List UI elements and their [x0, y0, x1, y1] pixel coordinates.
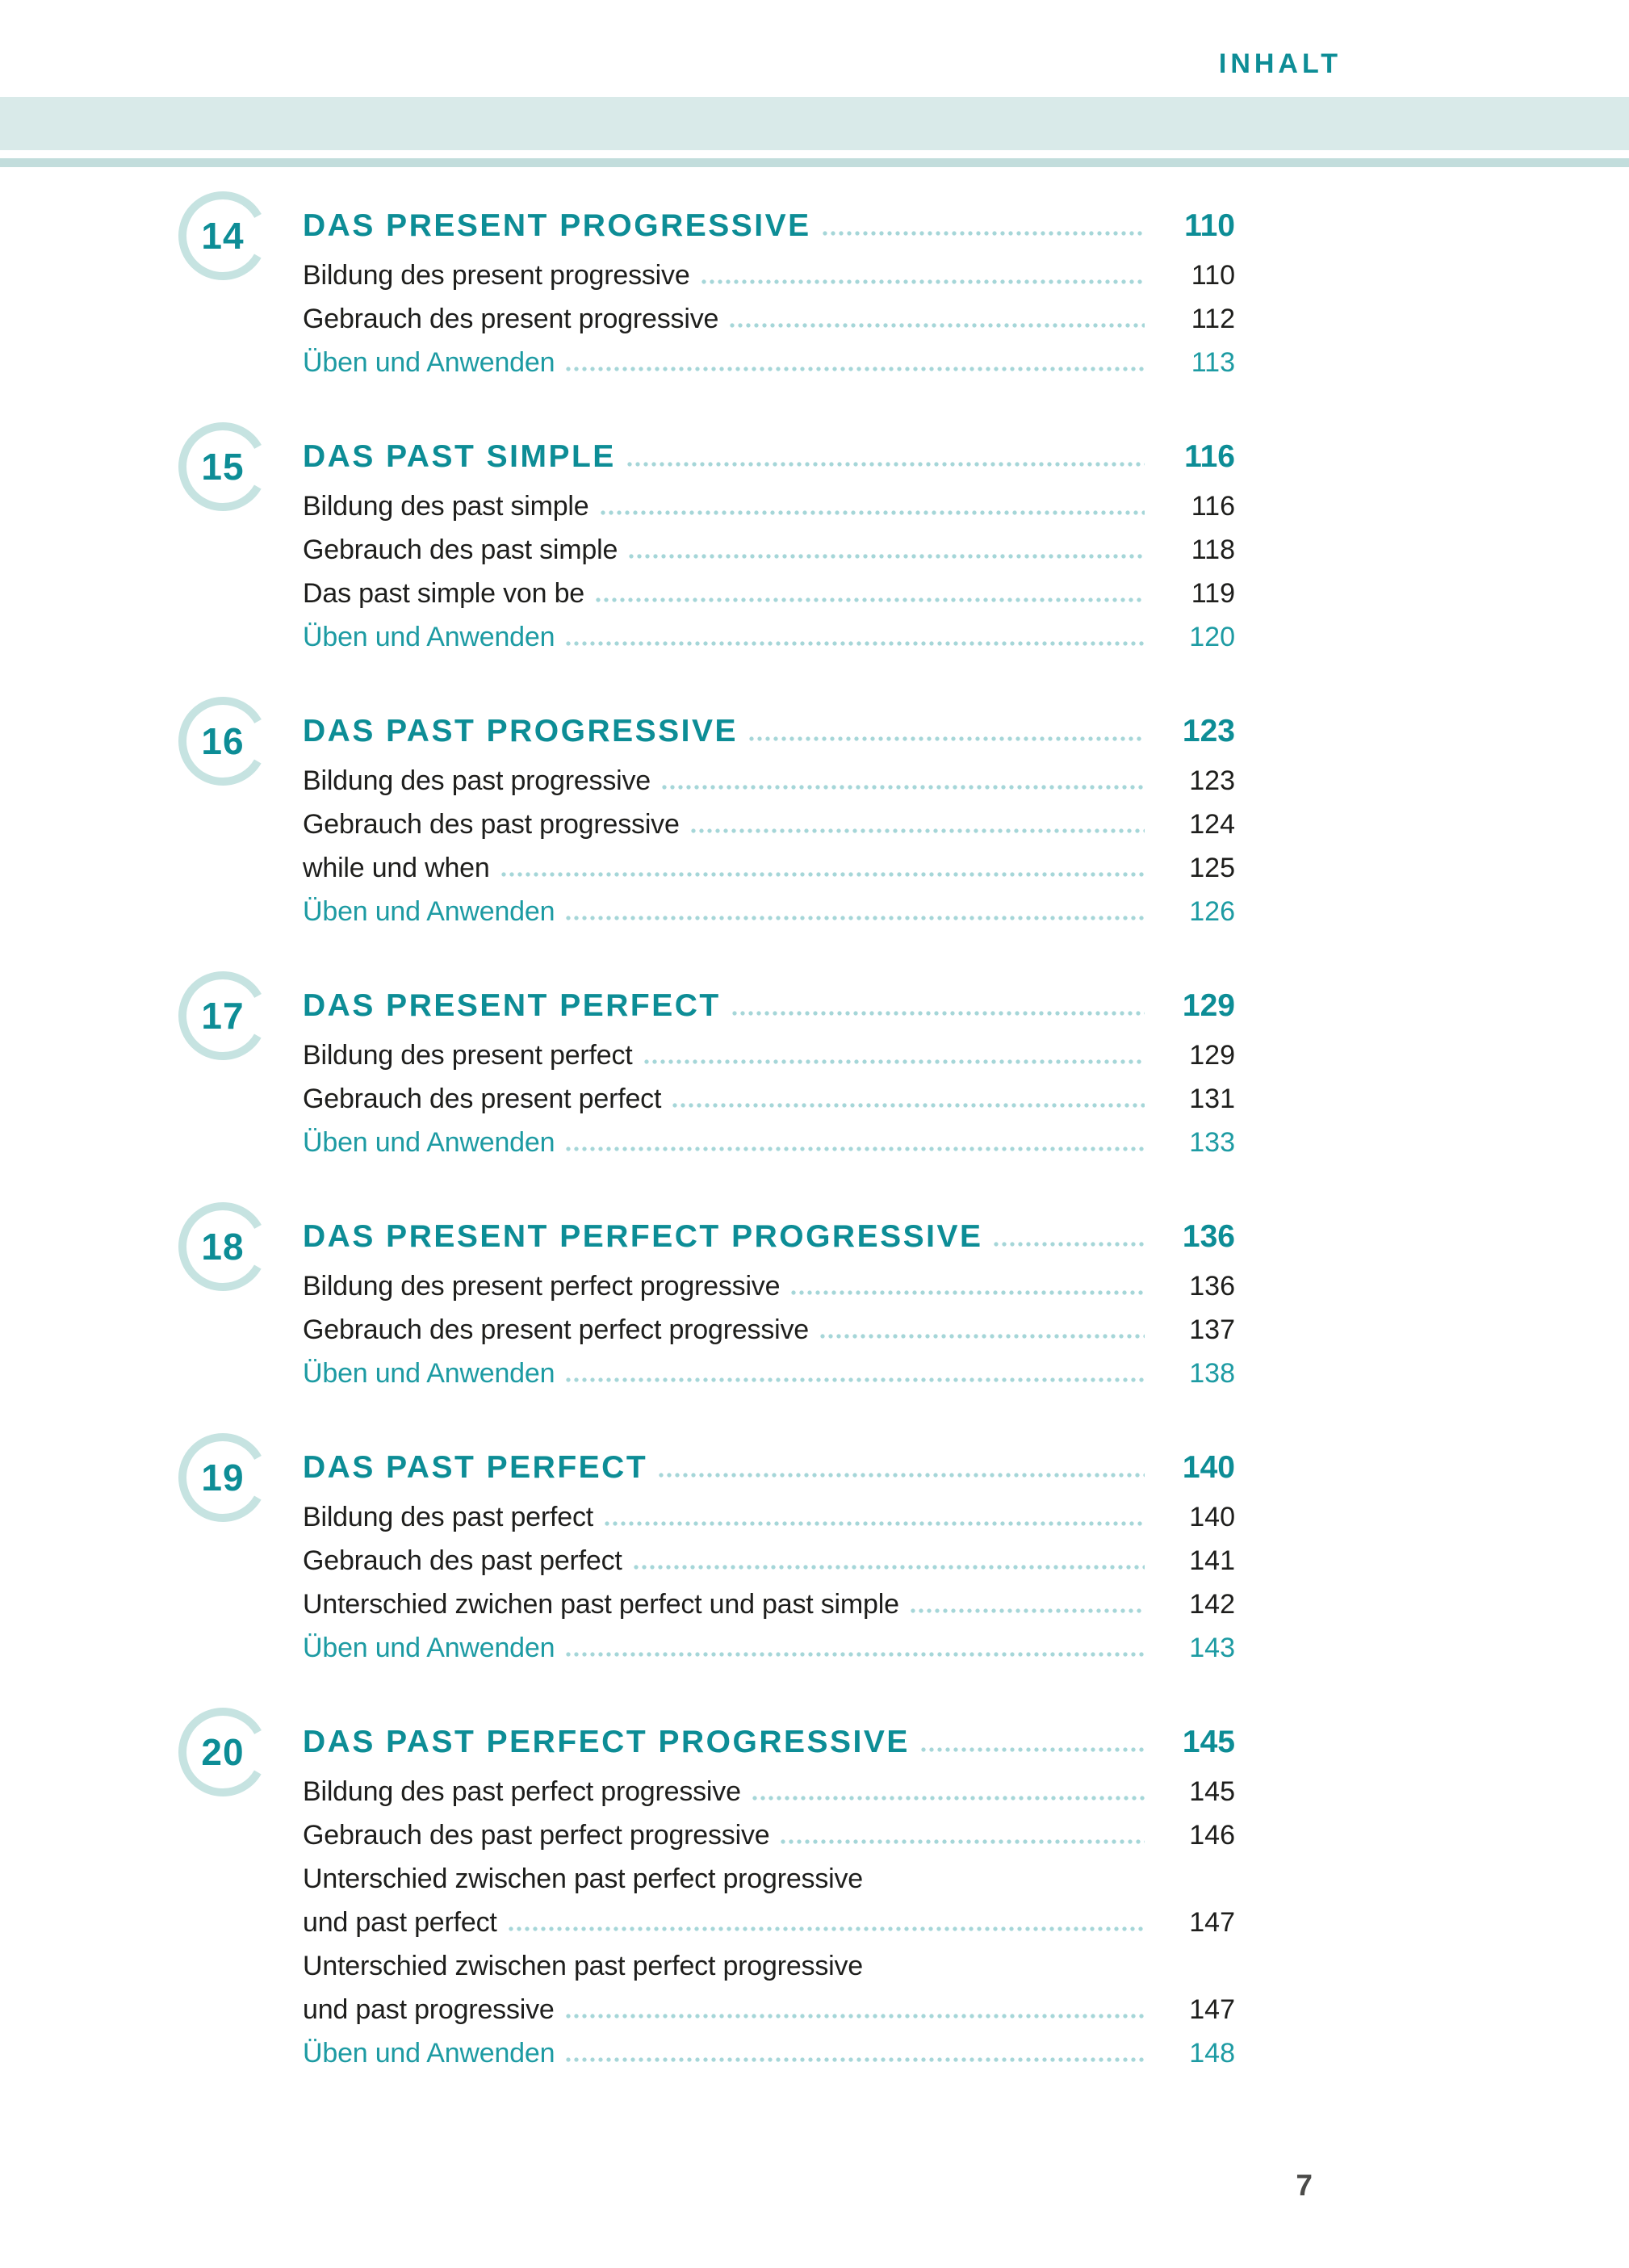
chapter-title: DAS PAST PERFECT PROGRESSIVE: [303, 1725, 910, 1759]
toc-entry-row: [303, 2038, 1235, 2081]
chapter-title: DAS PRESENT PROGRESSIVE: [303, 208, 811, 243]
dotted-leader: [601, 510, 1145, 515]
entry-label: Üben und Anwenden: [303, 2038, 555, 2069]
chapter-badge: [176, 1431, 270, 1524]
entry-page-number: 148: [1189, 2038, 1235, 2069]
chapter-17: [171, 988, 1235, 1171]
entry-label: Bildung des past progressive: [303, 765, 651, 796]
entry-label: Gebrauch des past progressive: [303, 809, 680, 840]
toc-entry-row: [303, 1084, 1235, 1127]
toc-entry-row: [303, 260, 1235, 304]
page-number: 7: [1296, 2169, 1313, 2202]
entry-page-number: 120: [1189, 622, 1235, 652]
entry-page-number: 147: [1189, 1994, 1235, 2025]
entry-page-number: 142: [1189, 1589, 1235, 1620]
chapter-title: DAS PRESENT PERFECT: [303, 988, 721, 1023]
entry-label: Bildung des present perfect: [303, 1040, 633, 1071]
entry-page-number: 141: [1189, 1545, 1235, 1576]
chapter-19: [171, 1450, 1235, 1676]
chapter-15: [171, 439, 1235, 665]
chapter-title: DAS PAST PROGRESSIVE: [303, 714, 739, 748]
chapter-heading-row: [303, 208, 1235, 260]
dotted-leader: [662, 785, 1145, 790]
chapter-heading-row: [303, 439, 1235, 491]
entry-label: Bildung des past perfect progressive: [303, 1776, 741, 1807]
toc-entry-row-continued: [303, 1863, 1235, 1907]
chapter-heading-row: [303, 1219, 1235, 1271]
dotted-leader: [605, 1521, 1145, 1526]
chapter-page-number: 145: [1182, 1725, 1235, 1759]
chapter-20: [171, 1725, 1235, 2081]
toc-entry-row-continued: [303, 1951, 1235, 1994]
chapter-page-number: 110: [1184, 208, 1235, 243]
entry-label: Gebrauch des past simple: [303, 535, 618, 565]
entry-label: Bildung des past perfect: [303, 1502, 593, 1532]
toc-entry-row: [303, 1994, 1235, 2038]
entry-label: Bildung des present perfect progressive: [303, 1271, 781, 1302]
dotted-leader: [566, 2057, 1145, 2062]
dotted-leader: [566, 916, 1145, 920]
entry-label: Unterschied zwischen past perfect progressive: [303, 1951, 863, 1981]
chapter-title: DAS PAST PERFECT: [303, 1450, 648, 1485]
entry-label: und past progressive: [303, 1994, 555, 2025]
chapter-title: DAS PAST SIMPLE: [303, 439, 616, 474]
entry-page-number: 123: [1189, 765, 1235, 796]
chapter-number: 17: [201, 995, 245, 1037]
entry-label: Gebrauch des past perfect: [303, 1545, 622, 1576]
entry-label: Gebrauch des present perfect: [303, 1084, 662, 1114]
entry-label: Üben und Anwenden: [303, 622, 555, 652]
dotted-leader: [911, 1608, 1145, 1613]
entry-label: Üben und Anwenden: [303, 1358, 555, 1389]
entry-label: Üben und Anwenden: [303, 1127, 555, 1158]
dotted-leader: [752, 1796, 1145, 1801]
table-of-contents: [171, 208, 1235, 2081]
dotted-leader: [566, 1377, 1145, 1382]
chapter-title: DAS PRESENT PERFECT PROGRESSIVE: [303, 1219, 983, 1254]
entry-label: Bildung des past simple: [303, 491, 589, 522]
decorative-band-light: [0, 97, 1629, 150]
entry-page-number: 126: [1189, 896, 1235, 927]
toc-entry-row: [303, 1820, 1235, 1863]
entry-page-number: 140: [1189, 1502, 1235, 1532]
entry-label: Das past simple von be: [303, 578, 584, 609]
dotted-leader: [781, 1839, 1145, 1844]
chapter-14: [171, 208, 1235, 391]
toc-entry-row: [303, 1907, 1235, 1951]
chapter-number: 18: [201, 1226, 245, 1268]
toc-entry-row: [303, 578, 1235, 622]
chapter-badge: [176, 694, 270, 788]
entry-page-number: 133: [1189, 1127, 1235, 1158]
entry-page-number: 125: [1189, 853, 1235, 883]
dotted-leader: [732, 1011, 1145, 1016]
chapter-page-number: 136: [1182, 1219, 1235, 1254]
toc-entry-row: [303, 1127, 1235, 1171]
chapter-badge: [176, 189, 270, 283]
dotted-leader: [994, 1242, 1145, 1247]
entry-label: while und when: [303, 853, 490, 883]
chapter-heading-row: [303, 1450, 1235, 1502]
chapter-badge: [176, 969, 270, 1063]
chapter-page-number: 116: [1184, 439, 1235, 474]
chapter-page-number: 140: [1182, 1450, 1235, 1485]
toc-entry-row: [303, 1271, 1235, 1314]
chapter-badge: [176, 420, 270, 514]
chapter-16: [171, 714, 1235, 940]
dotted-leader: [627, 462, 1145, 467]
entry-page-number: 118: [1191, 535, 1235, 565]
dotted-leader: [644, 1059, 1145, 1064]
entry-label: Unterschied zwichen past perfect und past simple: [303, 1589, 899, 1620]
chapter-18: [171, 1219, 1235, 1402]
page-header: [1219, 48, 1342, 80]
entry-page-number: 129: [1189, 1040, 1235, 1071]
toc-entry-row: [303, 304, 1235, 347]
chapter-heading-row: [303, 988, 1235, 1040]
chapter-heading-row: [303, 714, 1235, 765]
entry-page-number: 147: [1189, 1907, 1235, 1938]
toc-entry-row: [303, 347, 1235, 391]
entry-page-number: 119: [1191, 578, 1235, 609]
entry-page-number: 116: [1191, 491, 1235, 522]
dotted-leader: [566, 2014, 1145, 2019]
entry-page-number: 110: [1191, 260, 1235, 291]
chapter-number: 15: [201, 446, 245, 488]
chapter-page-number: 123: [1182, 714, 1235, 748]
entry-label: Üben und Anwenden: [303, 347, 555, 378]
toc-entry-row: [303, 1633, 1235, 1676]
toc-entry-row: [303, 809, 1235, 853]
entry-label: Gebrauch des present perfect progressive: [303, 1314, 810, 1345]
toc-entry-row: [303, 1358, 1235, 1402]
dotted-leader: [791, 1290, 1145, 1295]
entry-label: Gebrauch des past perfect progressive: [303, 1820, 770, 1851]
entry-label: Bildung des present progressive: [303, 260, 690, 291]
entry-page-number: 143: [1189, 1633, 1235, 1663]
entry-page-number: 137: [1189, 1314, 1235, 1345]
entry-page-number: 136: [1189, 1271, 1235, 1302]
entry-label: und past perfect: [303, 1907, 497, 1938]
dotted-leader: [629, 554, 1145, 559]
dotted-leader: [566, 1652, 1145, 1657]
dotted-leader: [566, 367, 1145, 371]
dotted-leader: [659, 1473, 1145, 1478]
entry-page-number: 124: [1189, 809, 1235, 840]
dotted-leader: [691, 828, 1145, 833]
chapter-badge: [176, 1200, 270, 1293]
entry-page-number: 146: [1189, 1820, 1235, 1851]
dotted-leader: [749, 736, 1145, 741]
entry-label: Üben und Anwenden: [303, 896, 555, 927]
toc-entry-row: [303, 1589, 1235, 1633]
dotted-leader: [509, 1926, 1145, 1931]
entry-label: Üben und Anwenden: [303, 1633, 555, 1663]
dotted-leader: [596, 597, 1145, 602]
chapter-badge: [176, 1705, 270, 1799]
toc-entry-row: [303, 535, 1235, 578]
dotted-leader: [921, 1747, 1145, 1752]
decorative-band-mid: [0, 158, 1629, 167]
chapter-number: 19: [201, 1457, 245, 1499]
toc-entry-row: [303, 1776, 1235, 1820]
dotted-leader: [730, 323, 1145, 328]
chapter-number: 20: [201, 1731, 245, 1773]
toc-entry-row: [303, 1545, 1235, 1589]
dotted-leader: [672, 1103, 1145, 1108]
entry-page-number: 112: [1191, 304, 1235, 334]
header-title: INHALT: [1218, 48, 1342, 79]
entry-page-number: 145: [1189, 1776, 1235, 1807]
dotted-leader: [701, 279, 1145, 284]
entry-page-number: 113: [1191, 347, 1235, 378]
chapter-number: 14: [201, 215, 245, 257]
toc-entry-row: [303, 622, 1235, 665]
dotted-leader: [566, 641, 1145, 646]
toc-entry-row: [303, 896, 1235, 940]
dotted-leader: [820, 1334, 1145, 1339]
dotted-leader: [823, 231, 1145, 236]
toc-entry-row: [303, 765, 1235, 809]
entry-label: Gebrauch des present progressive: [303, 304, 719, 334]
toc-entry-row: [303, 853, 1235, 896]
dotted-leader: [566, 1147, 1145, 1151]
toc-entry-row: [303, 491, 1235, 535]
toc-entry-row: [303, 1040, 1235, 1084]
dotted-leader: [634, 1565, 1145, 1570]
chapter-heading-row: [303, 1725, 1235, 1776]
entry-page-number: 138: [1189, 1358, 1235, 1389]
entry-page-number: 131: [1189, 1084, 1235, 1114]
chapter-page-number: 129: [1182, 988, 1235, 1023]
toc-entry-row: [303, 1314, 1235, 1358]
dotted-leader: [501, 872, 1145, 877]
toc-entry-row: [303, 1502, 1235, 1545]
entry-label: Unterschied zwischen past perfect progressive: [303, 1863, 863, 1894]
chapter-number: 16: [201, 720, 245, 762]
